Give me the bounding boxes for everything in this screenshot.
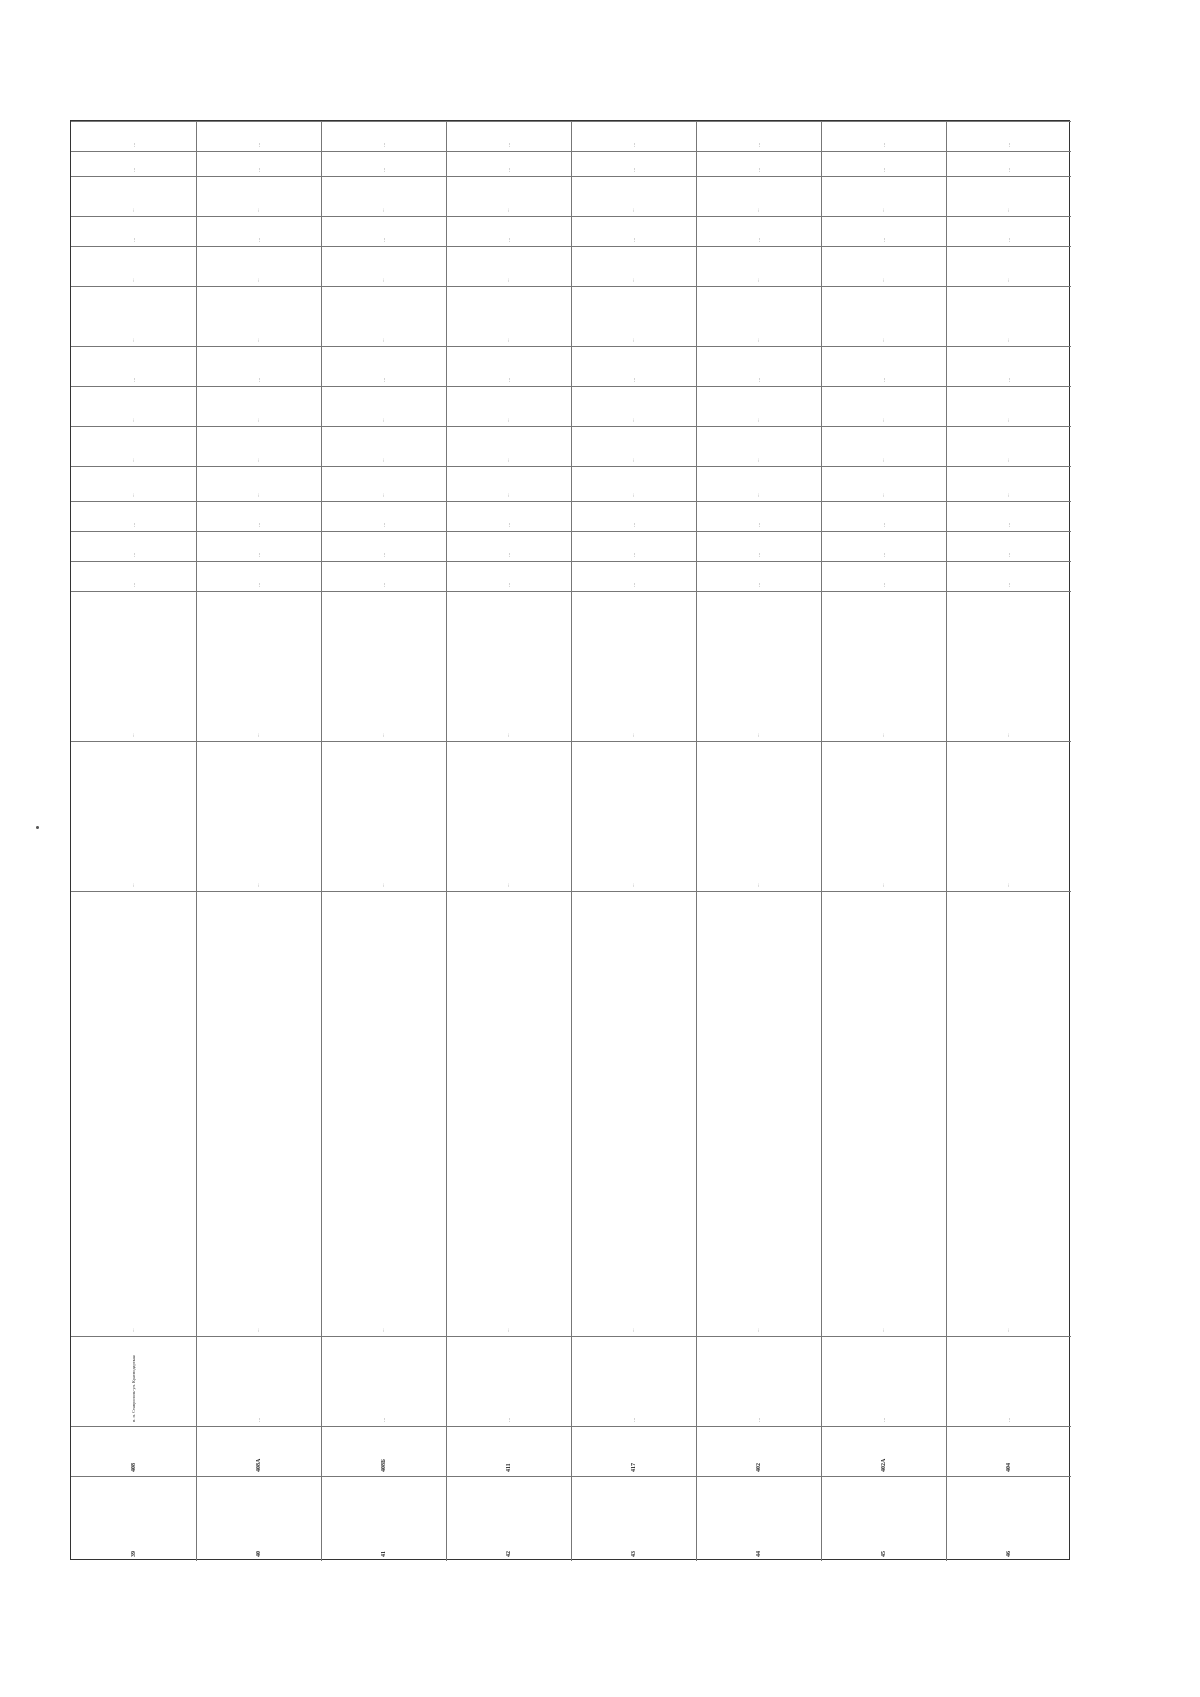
cell-tariff: … <box>505 458 510 462</box>
cell-way_fwd: … <box>505 883 510 887</box>
cell-bus_class: … <box>130 418 135 422</box>
row-divider <box>321 121 322 1561</box>
cell-date_start: … <box>880 237 886 242</box>
row-divider <box>946 121 947 1561</box>
cell-route: … <box>755 1328 760 1332</box>
cell-way_fwd: … <box>380 883 385 887</box>
cell-carrier: … <box>1005 208 1010 212</box>
cell-vehicle_desc: … <box>755 338 760 342</box>
cell-id: 402 <box>755 1463 762 1472</box>
cell-len_back: … <box>630 552 636 557</box>
cell-id: 404 <box>1005 1463 1012 1472</box>
cell-way_fwd: … <box>130 883 135 887</box>
cell-len_back: … <box>505 552 511 557</box>
cell-way_fwd: … <box>255 883 260 887</box>
cell-bus_class: … <box>505 418 510 422</box>
cell-bus_class: … <box>755 418 760 422</box>
cell-eco: … <box>130 278 135 282</box>
cell-count: … <box>130 377 136 382</box>
cell-n: 44 <box>755 1551 762 1557</box>
cell-vehicle_desc: … <box>1005 338 1010 342</box>
cell-len_fwd: … <box>380 582 386 587</box>
cell-date_b: … <box>505 142 511 147</box>
cell-len_back: … <box>1005 552 1011 557</box>
cell-eco: … <box>1005 278 1010 282</box>
cell-len_fwd: … <box>505 582 511 587</box>
cell-tariff: … <box>755 458 760 462</box>
cell-carrier: … <box>505 208 510 212</box>
cell-count: … <box>755 377 761 382</box>
cell-eco: … <box>630 278 635 282</box>
cell-n: 46 <box>1005 1551 1012 1557</box>
cell-date_b: … <box>880 142 886 147</box>
cell-eco: … <box>380 278 385 282</box>
cell-n: 43 <box>630 1551 637 1557</box>
cell-way_fwd: … <box>755 883 760 887</box>
cell-date_a: … <box>380 167 386 172</box>
cell-date_a: … <box>630 167 636 172</box>
cell-carrier: … <box>755 208 760 212</box>
cell-tariff: … <box>130 458 135 462</box>
cell-way_back: … <box>630 733 635 737</box>
cell-id: 408A <box>255 1458 262 1472</box>
cell-eco: … <box>755 278 760 282</box>
cell-route: … <box>880 1328 885 1332</box>
cell-addr: … <box>1005 1417 1011 1422</box>
cell-date_b: … <box>255 142 261 147</box>
cell-stop_type: … <box>880 493 885 497</box>
cell-addr: … <box>505 1417 511 1422</box>
cell-tariff: … <box>630 458 635 462</box>
cell-len_fwd: … <box>1005 582 1011 587</box>
cell-len_back: … <box>380 552 386 557</box>
row-divider <box>446 121 447 1561</box>
cell-id: 402A <box>880 1458 887 1472</box>
cell-addr: … <box>255 1417 261 1422</box>
row-divider <box>571 121 572 1561</box>
cell-len_fwd: … <box>880 582 886 587</box>
cell-eco: … <box>255 278 260 282</box>
cell-count: … <box>630 377 636 382</box>
cell-date_a: … <box>1005 167 1011 172</box>
cell-bus_class: … <box>1005 418 1010 422</box>
cell-date_a: … <box>130 167 136 172</box>
cell-addr: … <box>880 1417 886 1422</box>
cell-id: 417 <box>630 1463 637 1472</box>
cell-count: … <box>880 377 886 382</box>
rotated-table <box>70 120 1070 1560</box>
cell-date_start: … <box>1005 237 1011 242</box>
cell-vehicle_desc: … <box>130 338 135 342</box>
cell-date_start: … <box>380 237 386 242</box>
cell-stop_type: … <box>130 493 135 497</box>
cell-total: … <box>505 522 511 527</box>
cell-date_a: … <box>505 167 511 172</box>
cell-vehicle_desc: … <box>255 338 260 342</box>
cell-vehicle_desc: … <box>630 338 635 342</box>
cell-n: 45 <box>880 1551 887 1557</box>
cell-n: 40 <box>255 1551 262 1557</box>
cell-date_start: … <box>630 237 636 242</box>
cell-addr: п. п. Ставрополь-ул. Краснодарская <box>130 1355 136 1422</box>
cell-n: 42 <box>505 1551 512 1557</box>
cell-way_back: … <box>130 733 135 737</box>
cell-vehicle_desc: … <box>380 338 385 342</box>
cell-id: 408 <box>130 1463 137 1472</box>
cell-len_fwd: … <box>255 582 261 587</box>
cell-n: 39 <box>130 1551 137 1557</box>
cell-date_b: … <box>630 142 636 147</box>
cell-total: … <box>130 522 136 527</box>
cell-carrier: … <box>130 208 135 212</box>
cell-count: … <box>255 377 261 382</box>
cell-route: … <box>380 1328 385 1332</box>
cell-date_b: … <box>380 142 386 147</box>
cell-len_back: … <box>755 552 761 557</box>
cell-total: … <box>630 522 636 527</box>
cell-len_back: … <box>880 552 886 557</box>
cell-total: … <box>255 522 261 527</box>
cell-bus_class: … <box>630 418 635 422</box>
cell-carrier: … <box>255 208 260 212</box>
cell-route: … <box>630 1328 635 1332</box>
cell-date_start: … <box>255 237 261 242</box>
row-divider <box>696 121 697 1561</box>
cell-count: … <box>505 377 511 382</box>
cell-tariff: … <box>255 458 260 462</box>
cell-date_start: … <box>130 237 136 242</box>
cell-way_fwd: … <box>630 883 635 887</box>
cell-total: … <box>880 522 886 527</box>
cell-len_fwd: … <box>130 582 136 587</box>
cell-carrier: … <box>630 208 635 212</box>
cell-eco: … <box>505 278 510 282</box>
cell-date_b: … <box>130 142 136 147</box>
cell-route: … <box>255 1328 260 1332</box>
cell-bus_class: … <box>380 418 385 422</box>
row-divider <box>821 121 822 1561</box>
cell-route: … <box>505 1328 510 1332</box>
cell-len_back: … <box>255 552 261 557</box>
cell-vehicle_desc: … <box>505 338 510 342</box>
cell-n: 41 <box>380 1551 387 1557</box>
cell-vehicle_desc: … <box>880 338 885 342</box>
cell-route: … <box>1005 1328 1010 1332</box>
cell-id: 408Б <box>380 1459 387 1472</box>
cell-bus_class: … <box>880 418 885 422</box>
cell-stop_type: … <box>755 493 760 497</box>
cell-stop_type: … <box>505 493 510 497</box>
cell-route: … <box>130 1328 135 1332</box>
cell-stop_type: … <box>630 493 635 497</box>
row-divider <box>196 121 197 1561</box>
cell-carrier: … <box>380 208 385 212</box>
cell-total: … <box>755 522 761 527</box>
cell-addr: … <box>755 1417 761 1422</box>
cell-tariff: … <box>1005 458 1010 462</box>
stray-mark <box>36 826 39 829</box>
cell-stop_type: … <box>1005 493 1010 497</box>
cell-way_back: … <box>255 733 260 737</box>
cell-addr: … <box>380 1417 386 1422</box>
cell-carrier: … <box>880 208 885 212</box>
cell-date_a: … <box>255 167 261 172</box>
cell-bus_class: … <box>255 418 260 422</box>
cell-tariff: … <box>880 458 885 462</box>
cell-way_back: … <box>1005 733 1010 737</box>
cell-len_back: … <box>130 552 136 557</box>
cell-way_back: … <box>880 733 885 737</box>
cell-len_fwd: … <box>755 582 761 587</box>
cell-date_a: … <box>755 167 761 172</box>
cell-stop_type: … <box>255 493 260 497</box>
cell-date_b: … <box>755 142 761 147</box>
cell-count: … <box>1005 377 1011 382</box>
cell-len_fwd: … <box>630 582 636 587</box>
cell-total: … <box>1005 522 1011 527</box>
cell-way_back: … <box>380 733 385 737</box>
cell-count: … <box>380 377 386 382</box>
cell-id: 411 <box>505 1463 512 1472</box>
cell-date_start: … <box>505 237 511 242</box>
cell-stop_type: … <box>380 493 385 497</box>
cell-date_b: … <box>1005 142 1011 147</box>
cell-date_a: … <box>880 167 886 172</box>
cell-eco: … <box>880 278 885 282</box>
cell-way_fwd: … <box>1005 883 1010 887</box>
cell-date_start: … <box>755 237 761 242</box>
cell-way_fwd: … <box>880 883 885 887</box>
cell-addr: … <box>630 1417 636 1422</box>
cell-tariff: … <box>380 458 385 462</box>
cell-way_back: … <box>755 733 760 737</box>
cell-total: … <box>380 522 386 527</box>
cell-way_back: … <box>505 733 510 737</box>
